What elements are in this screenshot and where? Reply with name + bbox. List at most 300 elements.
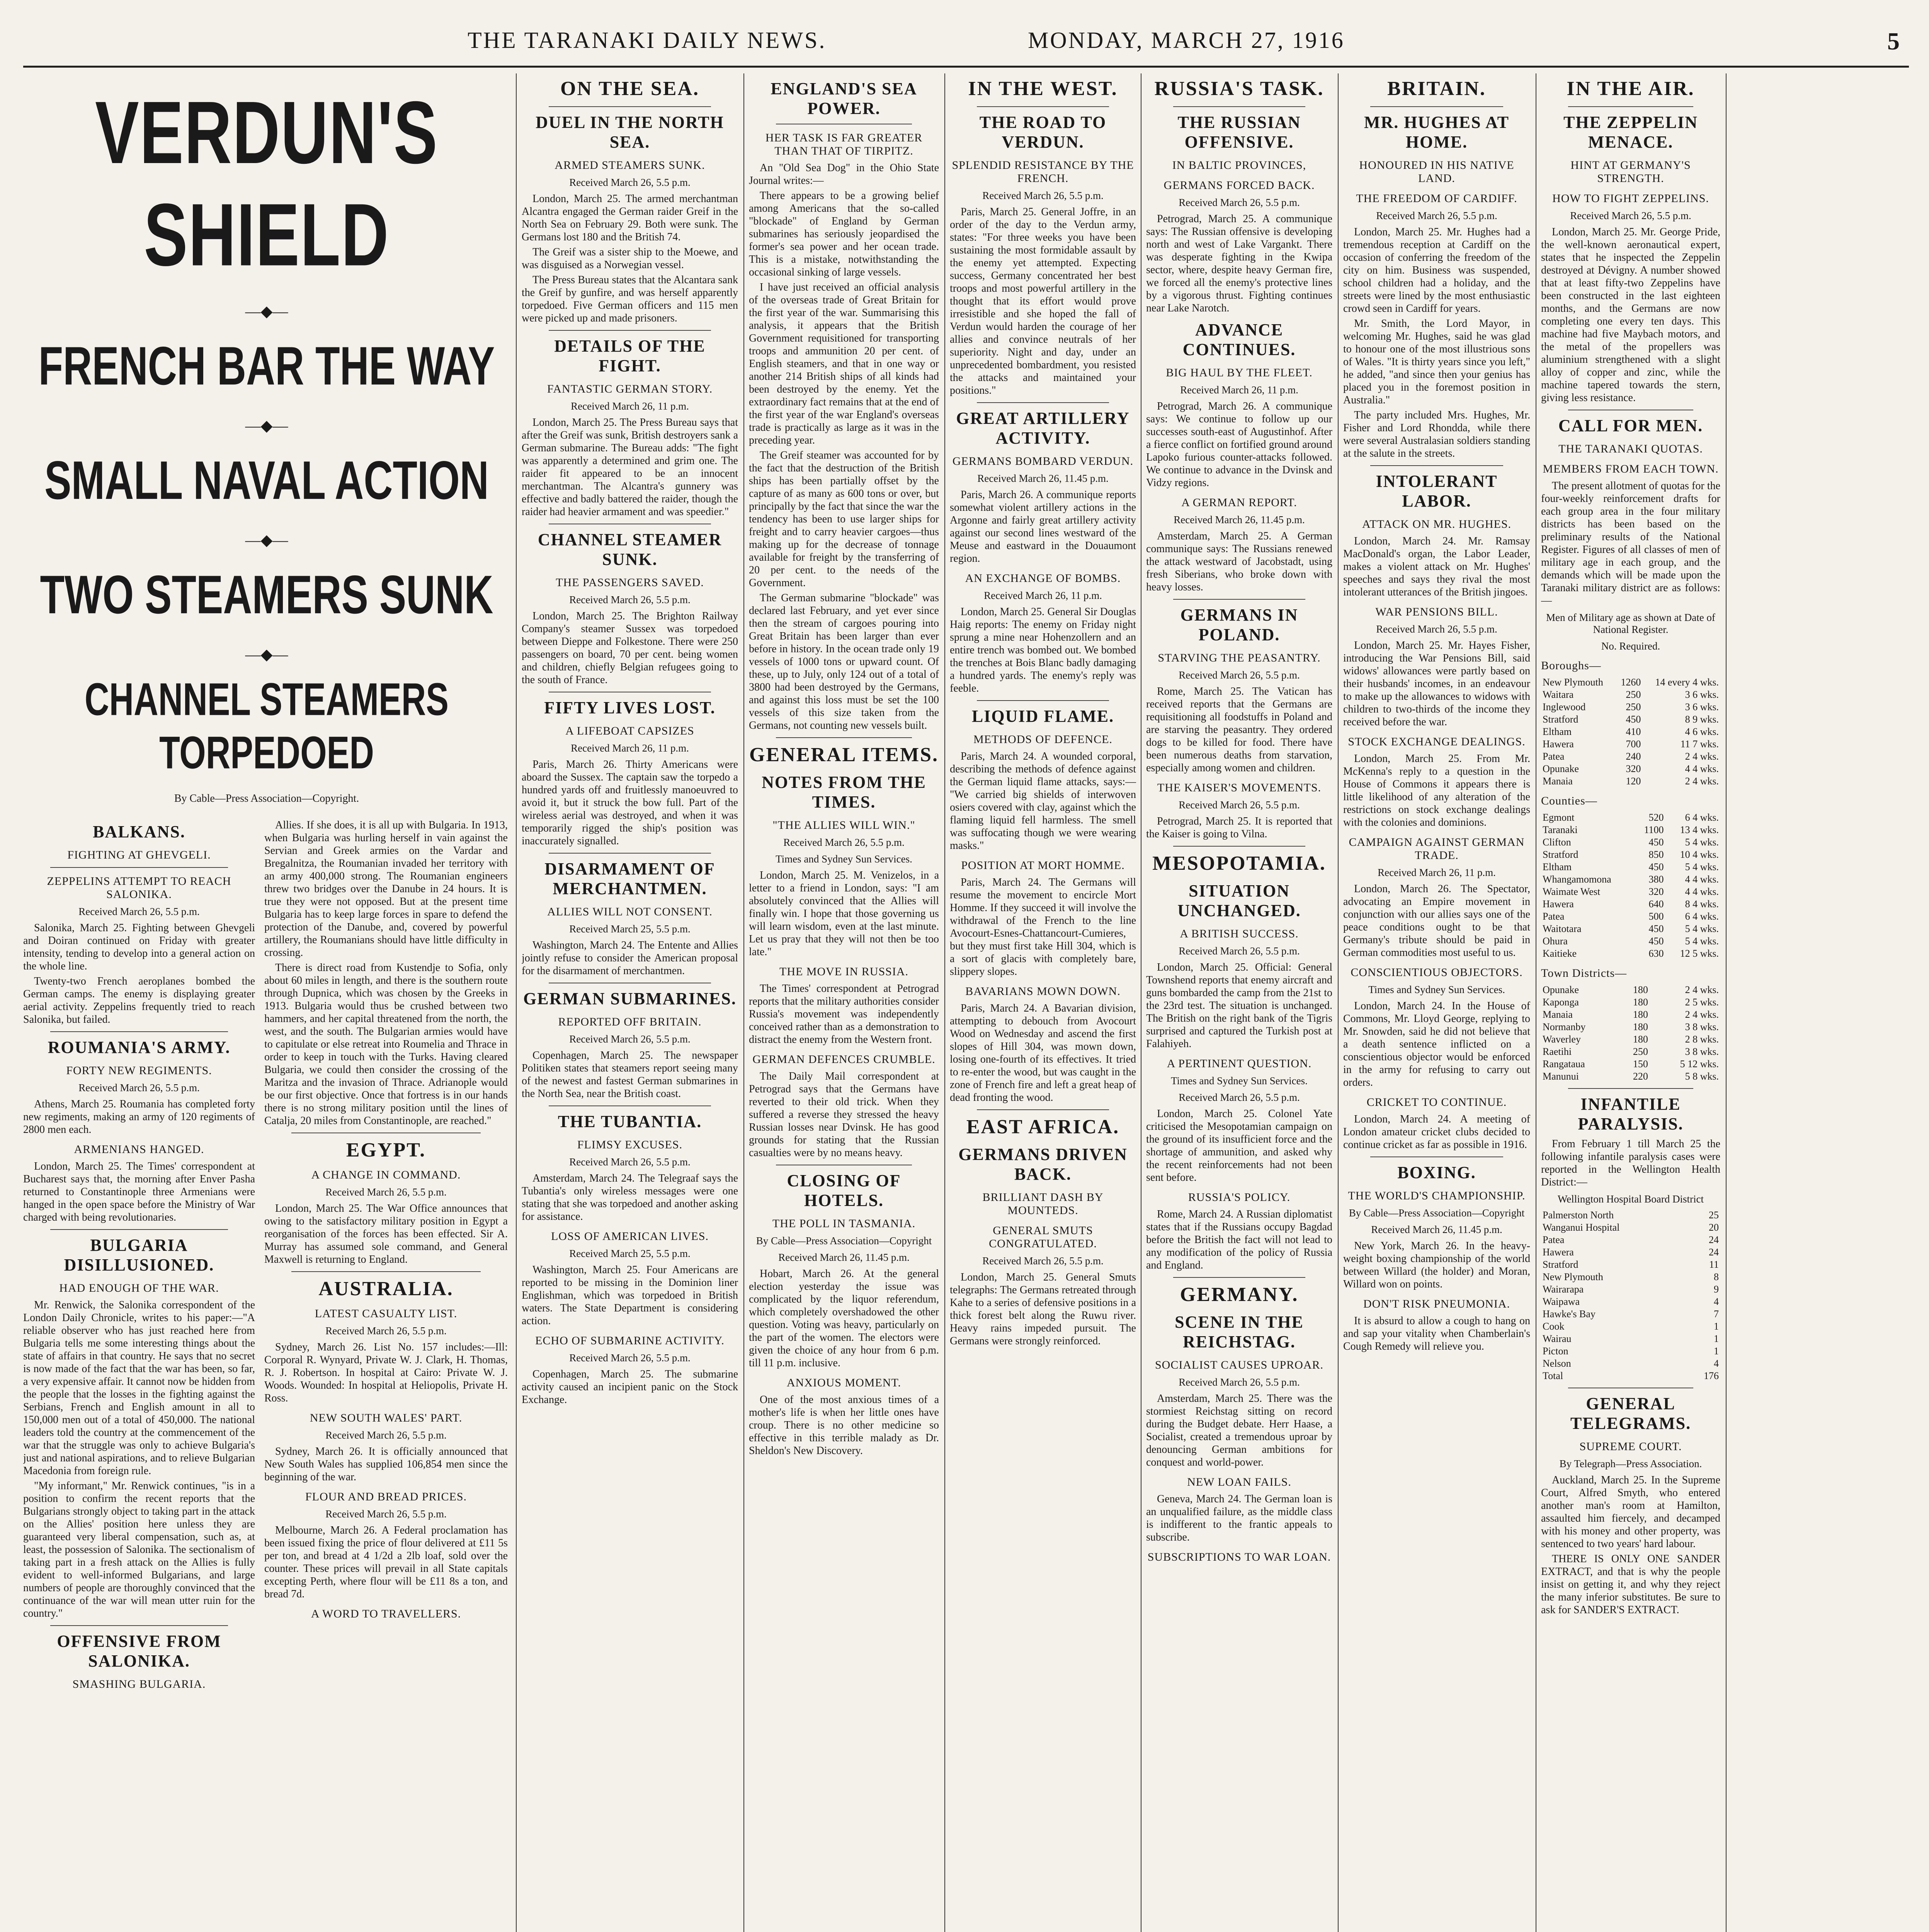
table-cell-name: Waverley: [1543, 1034, 1581, 1045]
dateline: Received March 26, 11.45 p.m.: [977, 473, 1109, 484]
article-headline: FORTY NEW REGIMENTS.: [66, 1064, 212, 1077]
article-body: Twenty-two French aeroplanes bombed the German camps. The enemy is displaying greater aerial activity. Zeppelins frequently tried to reach Salonika, but failed.: [23, 975, 255, 1026]
article-subheadline: THE KAISER'S MOVEMENTS.: [1157, 781, 1322, 794]
article-headline: ARMENIANS HANGED.: [74, 1143, 204, 1156]
article-subheadline: ATTACK ON MR. HUGHES.: [1362, 518, 1512, 531]
section-title: ON THE SEA.: [560, 78, 700, 100]
table-cell-name: Inglewood: [1543, 701, 1586, 713]
column-rule: [516, 73, 517, 1932]
article-subheadline: SUBSCRIPTIONS TO WAR LOAN.: [1147, 1551, 1331, 1563]
article-subheadline: THE MOVE IN RUSSIA.: [779, 965, 908, 978]
table-cell-name: Raetihi: [1543, 1046, 1572, 1057]
table-cell-name: Clifton: [1543, 837, 1571, 848]
divider: [50, 867, 228, 868]
article-headline: SMASHING BULGARIA.: [72, 1678, 206, 1690]
subheadline: SMALL NAVAL ACTION: [44, 450, 489, 511]
table-cell-men: 320: [1626, 763, 1641, 774]
britain-column: [1343, 73, 1530, 1932]
table-cell-name: Hawera: [1543, 1247, 1574, 1258]
table-cell-men: 240: [1626, 751, 1641, 762]
table-cell-men: 450: [1648, 837, 1664, 848]
table-row: [1541, 1333, 1720, 1345]
table-cell-n: 24: [1709, 1234, 1719, 1245]
article-headline: FIFTY LIVES LOST.: [544, 698, 716, 717]
table-row: [1541, 1370, 1720, 1382]
dateline: Received March 25, 5.5 p.m.: [569, 923, 691, 935]
table-row: [1541, 1246, 1720, 1259]
article-body: Paris, March 24. The Germans will resume the movement to encircle Mort Homme. If they succeed it will involve the withdrawal of the French to the line Avocourt-Esnes-Chattancourt-Cumieres, but they must first take Hill 304, which is a sort of glacis with completely bare, slippery slopes.: [950, 876, 1136, 978]
ornament: —◆—: [245, 417, 288, 434]
table-cell-name: Kaponga: [1543, 997, 1579, 1008]
article-subheadline: DON'T RISK PNEUMONIA.: [1363, 1298, 1511, 1310]
article-headline: CALL FOR MEN.: [1558, 416, 1703, 435]
table-cell-name: Hawke's Bay: [1543, 1308, 1596, 1320]
byline: By Cable—Press Association—Copyright: [1349, 1207, 1525, 1219]
section-title: MESOPOTAMIA.: [1152, 852, 1326, 874]
divider: [549, 106, 711, 107]
article-headline: SCENE IN THE REICHSTAG.: [1175, 1313, 1304, 1351]
table-row: [1541, 1308, 1720, 1320]
article-body: The Greif was a sister ship to the Moewe, and was disguised as a Norwegian vessel.: [522, 246, 738, 271]
subheadline: FRENCH BAR THE WAY: [38, 336, 495, 397]
table-row: [1541, 1357, 1720, 1370]
section-title: GENERAL ITEMS.: [749, 744, 939, 766]
table-cell-name: New Plymouth: [1543, 1271, 1603, 1282]
article-headline: GENERAL TELEGRAMS.: [1570, 1394, 1691, 1433]
table-cell-req: 12 5 wks.: [1680, 948, 1719, 959]
divider: [977, 700, 1109, 701]
section-heading: ROUMANIA'S ARMY.: [48, 1038, 231, 1057]
table-cell-name: Palmerston North: [1543, 1209, 1614, 1221]
table-cell-name: Manaia: [1543, 776, 1573, 787]
table-cell-req: 4 6 wks.: [1685, 726, 1719, 737]
table-cell-name: Kaitieke: [1543, 948, 1577, 959]
dateline: Received March 26, 5.5 p.m.: [569, 1352, 691, 1364]
article-body: London, March 25. M. Venizelos, in a letter to a friend in London, says: "I am absolutely convinced that the Allies will finally win. I hope that those governing us will learn wisdom, even at the last minute. Let us pray that they will not then be too late.": [749, 869, 939, 958]
article-headline: SITUATION UNCHANGED.: [1177, 881, 1301, 920]
table-row: [1541, 1345, 1720, 1357]
divider: [1370, 1156, 1503, 1157]
table-cell-name: Eltham: [1543, 726, 1572, 737]
section-title: BRITAIN.: [1387, 78, 1486, 100]
table-cell-name: Nelson: [1543, 1358, 1571, 1369]
ornament: —◆—: [245, 531, 288, 549]
article-headline: THE ROAD TO VERDUN.: [979, 113, 1107, 151]
table-cell-n: 1: [1714, 1345, 1719, 1357]
lead-subcolumn-left: [23, 816, 255, 1695]
table-row: [1541, 849, 1720, 861]
newspaper-title: THE TARANAKI DAILY NEWS.: [468, 27, 827, 53]
dateline: Received March 26, 5.5 p.m.: [325, 1429, 447, 1441]
table-cell-men: 250: [1633, 1046, 1648, 1057]
article-body: London, March 25. General Sir Douglas Haig reports: The enemy on Friday night sprung a mine near Hohenzollern and an entire trench was bombed out. We bombed the trenches at Bois Blanc badly damaging a hundred yards. The enemy's reply was feeble.: [950, 606, 1136, 694]
dateline: Received March 26, 5.5 p.m.: [325, 1186, 447, 1198]
table-cell-req: 10 4 wks.: [1680, 849, 1719, 860]
article-subheadline: ANXIOUS MOMENT.: [786, 1376, 902, 1389]
article-body: Copenhagen, March 25. The submarine activity caused an incipient panic on the Stock Exchange.: [522, 1368, 738, 1406]
article-subheadline: "THE ALLIES WILL WIN.": [772, 819, 915, 832]
article-body: The Greif steamer was accounted for by the fact that the destruction of the British ships has been partially offset by the capture of as many as 600 tons or over, but principally by the fact that since the war the tendency has been to use larger ships for freight and to carry heavier cargoes—thus making up for the decrease of tonnage available for freight by the transferring of 20 per cent. to the needs of the Government.: [749, 449, 939, 589]
table-cell-n: 25: [1709, 1209, 1719, 1221]
table-cell-name: Taranaki: [1543, 824, 1578, 835]
article-body: The Daily Mail correspondent at Petrograd says that the Germans have reverted to their old trick. When they suffered a reverse they stressed the heavy Russian losses near Dvinsk. He has good grounds for stating that the Russian casualties were by no means heavy.: [749, 1070, 939, 1159]
article-headline: BOXING.: [1397, 1163, 1476, 1182]
dateline: Received March 26, 5.5 p.m.: [1179, 669, 1300, 681]
article-body: The Times' correspondent at Petrograd reports that the military authorities consider Russia's movement was independently conceived rather than as a demonstration to distract the enemy from the Western front.: [749, 983, 939, 1046]
table-row: [1541, 750, 1720, 763]
on-the-sea-column: [522, 73, 738, 1932]
lead-subcolumn-right: [264, 816, 508, 1695]
table-cell-n: 1: [1714, 1321, 1719, 1332]
dateline: Received March 26, 11 p.m.: [571, 742, 689, 754]
article-body: "My informant," Mr. Renwick continues, "is in a position to confirm the recent reports that the Bulgarians strongly object to taking part in the attack on the Allies' position here unless they are guaranteed very liberal compensation, such as, at least, the possession of Salonika. The sectionalism of taking part in a fresh attack on the Allies is fully evident to well-informed Bulgarians, and large numbers of people are thoroughly convinced that the continuance of the war will mean utter ruin for the country.": [23, 1480, 255, 1619]
table-row: [1541, 935, 1720, 947]
table-cell-men: 410: [1626, 726, 1641, 737]
table-cell-name: Waitotara: [1543, 923, 1582, 934]
article-headline: LATEST CASUALTY LIST.: [315, 1307, 458, 1320]
table-cell-n: 20: [1709, 1222, 1719, 1233]
table-cell-name: Waimate West: [1543, 886, 1601, 897]
divider: [1568, 106, 1693, 107]
article-body: Washington, March 25. Four Americans are reported to be missing in the Dominion liner Englishman, which was torpedoed in British waters. The State Department is considering action.: [522, 1264, 738, 1327]
article-subheadline: WAR PENSIONS BILL.: [1375, 605, 1498, 618]
dateline: Received March 26, 5.5 p.m.: [1570, 210, 1691, 221]
table-row: [1541, 676, 1720, 689]
masthead: [23, 23, 1909, 68]
article-headline: GERMANS IN POLAND.: [1180, 605, 1298, 644]
lead-story-column: [23, 73, 510, 1932]
table-cell-name: Wanganui Hospital: [1543, 1222, 1620, 1233]
article-subheadline: MEMBERS FROM EACH TOWN.: [1543, 463, 1719, 475]
table-row: [1541, 1234, 1720, 1246]
article-body: Rome, March 24. A Russian diplomatist states that if the Russians occupy Bagdad before the British the fact will not lead to any modification of the policy of Russia and England.: [1146, 1208, 1332, 1271]
dateline: Received March 26, 5.5 p.m.: [1376, 623, 1497, 635]
quota-table-boroughs: [1541, 676, 1720, 787]
article-body: It is absurd to allow a cough to hang on and sap your vitality when Chamberlain's Cough Remedy will relieve you.: [1343, 1315, 1530, 1352]
table-caption: Wellington Hospital Board District: [1557, 1193, 1704, 1205]
table-row: [1541, 873, 1720, 886]
divider: [50, 1625, 228, 1626]
table-row: [1541, 910, 1720, 923]
table-cell-men: 630: [1648, 948, 1664, 959]
table-cell-req: 3 8 wks.: [1685, 1021, 1719, 1032]
table-row: [1541, 1033, 1720, 1046]
article-body: Geneva, March 24. The German loan is an unqualified failure, as the middle class is indifferent to the frantic appeals to subscribe.: [1146, 1493, 1332, 1543]
quota-table-counties: [1541, 811, 1720, 960]
table-cell-req: 8 4 wks.: [1685, 898, 1719, 910]
divider: [50, 1031, 228, 1032]
article-subheadline: HER TASK IS FAR GREATER THAN THAT OF TIRPITZ.: [765, 131, 923, 157]
sea-power-column: [749, 73, 939, 1932]
table-cell-req: 5 4 wks.: [1685, 935, 1719, 947]
table-group-label: Counties—: [1541, 794, 1597, 807]
article-subheadline: THE WORLD'S CHAMPIONSHIP.: [1348, 1189, 1526, 1202]
dateline: Received March 26, 5.5 p.m.: [569, 1156, 691, 1168]
dateline: Received March 26, 5.5 p.m.: [1179, 1092, 1300, 1103]
section-title: AUSTRALIA.: [318, 1278, 454, 1300]
table-cell-req: 4 4 wks.: [1685, 886, 1719, 897]
article-body: Petrograd, March 25. It is reported that the Kaiser is going to Vilna.: [1146, 815, 1332, 840]
table-cell-men: 520: [1648, 812, 1664, 823]
total-value: 176: [1704, 1370, 1719, 1381]
divider: [977, 106, 1109, 107]
ornament: —◆—: [245, 646, 288, 663]
table-cell-name: Whangamomona: [1543, 874, 1611, 885]
table-row: [1541, 775, 1720, 787]
table-row: [1541, 923, 1720, 935]
divider: [549, 1105, 711, 1106]
article-subheadline: CAMPAIGN AGAINST GERMAN TRADE.: [1349, 836, 1525, 862]
section-title: EGYPT.: [346, 1139, 426, 1161]
article-subheadline: CONSCIENTIOUS OBJECTORS.: [1351, 966, 1523, 979]
article-subheadline: HONOURED IN HIS NATIVE LAND.: [1359, 159, 1514, 185]
article-subheadline: FANTASTIC GERMAN STORY.: [547, 383, 713, 395]
table-cell-req: 6 4 wks.: [1685, 911, 1719, 922]
article-subheadline: BIG HAUL BY THE FLEET.: [1166, 366, 1313, 379]
table-cell-men: 640: [1648, 898, 1664, 910]
article-body: London, March 25. The Press Bureau says that after the Greif was sunk, British destroyers sank a German submarine. The Bureau adds: "The fight was apparently a determined and grim one. The raider fit appeared to be an innocent merchantman. The Alcantra's gunnery was effective and badly battered the raider, though the raider had heavier armament and was speedier.": [522, 417, 738, 518]
article-body: Amsterdam, March 25. A German communique says: The Russians renewed the attack westward of Jacobstadt, using fresh Siberians, who broke down with heavy losses.: [1146, 530, 1332, 593]
article-subheadline: THE TARANAKI QUOTAS.: [1558, 442, 1703, 455]
dateline: Received March 26, 5.5 p.m.: [325, 1325, 447, 1337]
article-body: London, March 25. The armed merchantman Alcantra engaged the German raider Greif in the North Sea on February 29. Both were sunk. The Germans lost 180 and the British 74.: [522, 193, 738, 243]
article-headline: GERMANS DRIVEN BACK.: [958, 1145, 1128, 1184]
dateline: Received March 26, 11 p.m.: [1378, 867, 1496, 878]
table-cell-req: 2 4 wks.: [1685, 751, 1719, 762]
article-body: Mr. Renwick, the Salonika correspondent of the London Daily Chronicle, writes to his paper:—"A reliable observer who has just reached here from Bulgaria tells me some interesting things about the state of affairs in that country. He says that no secret is now made of the fact that the war has been, so far, a very expensive affair. It cannot now be hidden from the people that the losses in the fighting against the Serbians, French and English amount in all to 150,000 men out of a total of 450,000. The national leaders told the country at the commencement of the war that the struggle was only to achieve Bulgaria's just and national aspirations, and to relieve Bulgarian Macedonia from foreign rule.: [23, 1299, 255, 1477]
table-cell-men: 180: [1633, 1009, 1648, 1020]
divider: [977, 1109, 1109, 1110]
article-body: Rome, March 25. The Vatican has received reports that the Germans are requisitioning all foodstuffs in Poland and are starving the peasantry. They ordered dogs to be killed for food. There have been numerous deaths from starvation, especially among women and children.: [1146, 685, 1332, 774]
article-body: London, March 25. The War Office announces that owing to the satisfactory military position in Egypt a reorganisation of the forces has been effected. Sir A. Murray has assumed sole command, and General Maxwell is returning to England.: [264, 1202, 508, 1265]
table-cell-req: 3 6 wks.: [1685, 701, 1719, 713]
table-cell-men: 1260: [1621, 677, 1641, 688]
table-cell-men: 450: [1648, 935, 1664, 947]
article-body: There is direct road from Kustendje to Sofia, only about 60 miles in length, and there is the southern route through Dupnica, which was chosen by the Greeks in 1913. Bulgaria would thus be crushed between two hammers, and her capital threatened from the north, the west, and the south. The Bulgarian armies would have to capitulate or else retreat into Roumelia and Thrace in order to keep in touch with the Turks. Having cleared Bulgaria, we could then consider the crossing of the Maritza and the invasion of Thrace. Adrianople would be our first objective. Once that fortress is in our hands there is no strong military position until the lines of Catalja, 20 miles from Constantinople, are reached.": [264, 962, 508, 1127]
table-row: [1541, 763, 1720, 775]
table-cell-men: 450: [1626, 714, 1641, 725]
byline: By Cable—Press Association—Copyright: [756, 1235, 932, 1247]
article-subheadline: THE PASSENGERS SAVED.: [556, 576, 704, 589]
table-cell-name: Waipawa: [1543, 1296, 1580, 1307]
article-body: Paris, March 24. A Bavarian division, attempting to debouch from Avocourt Wood on Wednesday and ascend the first slopes of Hill 304, was mown down, losing one-fourth of its effectives. It tried to re-enter the wood, but was caught in the zone of French fire and left a great heap of dead fronting the wood.: [950, 1002, 1136, 1104]
article-body: Paris, March 26. Thirty Americans were aboard the Sussex. The captain saw the torpedo a hundred yards off and fruitlessly manoeuvred to avoid it, but it struck the bow full. Part of the wireless aerial was destroyed, and when it was temporarily rigged the ship's position was inaccurately signalled.: [522, 759, 738, 847]
in-the-air-column: [1541, 73, 1720, 1932]
article-headline: CLOSING OF HOTELS.: [787, 1171, 901, 1210]
section-heading: BULGARIA DISILLUSIONED.: [64, 1236, 214, 1274]
total-label: Total: [1543, 1370, 1563, 1381]
dateline: Received March 26, 5.5 p.m.: [1376, 210, 1497, 221]
divider: [549, 330, 711, 331]
table-cell-name: Stratford: [1543, 1259, 1579, 1270]
article-headline: A WORD TO TRAVELLERS.: [311, 1607, 461, 1620]
dateline: Received March 26, 5.5 p.m.: [982, 190, 1104, 201]
table-row: [1541, 898, 1720, 910]
article-subheadline: SUPREME COURT.: [1579, 1440, 1682, 1453]
table-cell-req: 5 4 wks.: [1685, 837, 1719, 848]
article-body: Amsterdam, March 24. The Telegraaf says the Tubantia's only wireless messages were one stating that she was torpedoed and another asking for assistance.: [522, 1172, 738, 1223]
article-headline: INFANTILE PARALYSIS.: [1578, 1095, 1684, 1133]
table-cell-men: 380: [1648, 874, 1664, 885]
section-title: RUSSIA'S TASK.: [1154, 78, 1324, 100]
article-subheadline: LOSS OF AMERICAN LIVES.: [551, 1230, 709, 1243]
table-cell-name: Hawera: [1543, 738, 1574, 750]
table-cell-men: 180: [1633, 1034, 1648, 1045]
table-cell-men: 120: [1626, 776, 1641, 787]
table-row: [1541, 886, 1720, 898]
table-cell-n: 11: [1709, 1259, 1719, 1270]
lead-subcolumns: [23, 816, 510, 1695]
article-headline: A CHANGE IN COMMAND.: [311, 1168, 461, 1181]
article-subheadline: IN BALTIC PROVINCES,: [1172, 159, 1306, 172]
divider: [1370, 465, 1503, 466]
article-headline: INTOLERANT LABOR.: [1376, 472, 1498, 510]
issue-date: MONDAY, MARCH 27, 1916: [1028, 27, 1345, 53]
article-body: One of the most anxious times of a mother's life is when her little ones have croup. There is no other medicine so effective in this terrible malady as Dr. Sheldon's New Discovery.: [749, 1394, 939, 1457]
column-rule: [1338, 73, 1339, 1932]
table-cell-men: 450: [1648, 861, 1664, 872]
in-the-west-column: [950, 73, 1136, 1932]
article-body: From February 1 till March 25 the following infantile paralysis cases were reported in the Wellington Health District:—: [1541, 1138, 1720, 1188]
article-subheadline: GERMANS FORCED BACK.: [1164, 179, 1315, 192]
table-cell-req: 2 4 wks.: [1685, 776, 1719, 787]
table-cell-men: 450: [1648, 923, 1664, 934]
article-body: Hobart, March 26. At the general election yesterday the issue was complicated by the liquor referendum, which completely overshadowed the other question. Voting was heavy, particularly on the part of the women. The electors were given the choice of any hour from 6 p.m. till 11 p.m. inclusive.: [749, 1268, 939, 1369]
article-headline: FLOUR AND BREAD PRICES.: [305, 1490, 467, 1503]
dateline: Received March 26, 5.5 p.m.: [1179, 197, 1300, 208]
table-cell-name: Normanby: [1543, 1021, 1586, 1032]
table-row: [1541, 701, 1720, 713]
article-body: London, March 25. From Mr. McKenna's reply to a question in the House of Commons it appears there is little likelihood of any alteration of the restrictions on stock exchange dealings with the colonies and dominions.: [1343, 753, 1530, 828]
table-cell-req: 3 6 wks.: [1685, 689, 1719, 700]
table-row: [1541, 1046, 1720, 1058]
article-body: London, March 25. Mr. Hughes had a tremendous reception at Cardiff on the occasion of conferring the freedom of the city on him. Business was suspended, school children had a holiday, and the streets were lined by the most enthusiastic crowd seen in Cardiff for years.: [1343, 226, 1530, 315]
table-group-label: Town Districts—: [1541, 967, 1627, 980]
article-body: London, March 25. Colonel Yate criticised the Mesopotamian campaign on the ground of its insufficient force and the shortage of ammunition, and asked why the recent reinforcements had not been sent before.: [1146, 1108, 1332, 1184]
dateline: Received March 26, 5.5 p.m.: [569, 594, 691, 605]
article-body: I have just received an official analysis of the overseas trade of Great Britain for the first year of the war. Summarising this analysis, it appears that the British Government requisitioned for transporting troops and ammunition 20 per cent. of English steamers, and that in one way or another 214 British ships of all kinds had been destroyed by the enemy. Yet the extraordinary fact remains that at the end of the first year of the war England's overseas trade is practically as large as it was in the preceding year.: [749, 281, 939, 446]
article-body: London, March 24. A meeting of London amateur cricket clubs decided to continue cricket as far as possible in 1916.: [1343, 1113, 1530, 1151]
article-body: Auckland, March 25. In the Supreme Court, Alfred Smyth, who entered another man's room at Hamilton, assaulted him fiercely, and decamped with his money and other property, was sentenced to two years' hard labour.: [1541, 1474, 1720, 1550]
article-body: London, March 25. The Times' correspondent at Bucharest says that, the morning after Enver Pasha returned to Constantinople three Armenians were hanged in the open space before the Ministry of War charged with being revolutionaries.: [23, 1160, 255, 1223]
table-cell-name: Stratford: [1543, 714, 1579, 725]
column-rule: [1726, 73, 1727, 1932]
dateline: Received March 26, 11.45 p.m.: [1371, 1224, 1502, 1235]
table-cell-name: Wairau: [1543, 1333, 1572, 1344]
article-body: The present allotment of quotas for the four-weekly reinforcement drafts for each group area in the four military districts has been based on the preliminary results of the National Register. Figures of all classes of men of military age in each group, and the demands which will be made upon the Taranaki military district are as follows:—: [1541, 480, 1720, 607]
article-body: London, March 26. The Spectator, advocating an Empire movement in conjunction with our allies says one of the peace conditions ought to be that Germany's tribute should be paid in German commodities most useful to us.: [1343, 883, 1530, 959]
article-body: Melbourne, March 26. A Federal proclamation has been issued fixing the price of flour delivered at £11 5s per ton, and bread at 4 1/2d a 2lb loaf, sold over the counter. These prices will prevail in all State capitals excepting Perth, where flour will be £11 8s a ton, and bread 7d.: [264, 1524, 508, 1600]
table-row: [1541, 1271, 1720, 1283]
table-row: [1541, 984, 1720, 996]
article-subheadline: HOW TO FIGHT ZEPPELINS.: [1552, 192, 1709, 205]
section-title: GERMANY.: [1180, 1284, 1299, 1306]
advertisement: THERE IS ONLY ONE SANDER EXTRACT, and that is why the people insist on getting it, and why they reject the many inferior substitutes. Be sure to ask for SANDER'S EXTRACT.: [1541, 1553, 1720, 1616]
page-number: 5: [1887, 27, 1901, 55]
article-body: Paris, March 25. General Joffre, in an order of the day to the Verdun army, states: "For three weeks you have been sustaining the most formidable assault by the enemy yet attempted. Expecting success, Germany concentrated her best troops and most powerful artillery in the thought that its effort would prove irresistible and she hoped the fall of Verdun would harden the courage of her allies and convince neutrals of her superiority. Night and day, under an unprecedented bombardment, you resisted the attacks and maintained your positions.": [950, 206, 1136, 396]
table-row: [1541, 947, 1720, 960]
article-subheadline: NEW LOAN FAILS.: [1187, 1476, 1291, 1488]
table-cell-name: Stratford: [1543, 849, 1579, 860]
table-cell-name: Eltham: [1543, 861, 1572, 872]
dateline: Received March 26, 5.5 p.m.: [569, 177, 691, 188]
article-headline: FIGHTING AT GHEVGELI.: [67, 849, 211, 861]
table-row: [1541, 861, 1720, 873]
article-headline: DUEL IN THE NORTH SEA.: [536, 113, 724, 151]
table-row: [1541, 1221, 1720, 1234]
article-body: Sydney, March 26. List No. 157 includes:—Ill: Corporal R. Wynyard, Private W. J. Clark, H. Thomas, R. J. Robertson. In hospital at Cairo: Private W. J. Woods. Wounded: In hospital at Heliopolis, Private H. Ross.: [264, 1341, 508, 1404]
table-cell-men: 180: [1633, 997, 1648, 1008]
table-row: [1541, 726, 1720, 738]
article-subheadline: ALLIES WILL NOT CONSENT.: [547, 905, 713, 918]
article-headline: ADVANCE CONTINUES.: [1182, 320, 1296, 359]
column-rule: [743, 73, 744, 1932]
table-cell-req: 14 every 4 wks.: [1655, 677, 1719, 688]
article-headline: CHANNEL STEAMER SUNK.: [538, 530, 722, 569]
dateline: Received March 26, 5.5 p.m.: [325, 1508, 447, 1520]
table-cell-req: 5 4 wks.: [1685, 923, 1719, 934]
table-row: [1541, 1296, 1720, 1308]
table-cell-name: Opunake: [1543, 984, 1579, 995]
table-cell-name: Patea: [1543, 751, 1565, 762]
table-cell-name: Opunake: [1543, 763, 1579, 774]
table-cell-req: 2 8 wks.: [1685, 1034, 1719, 1045]
dateline: Received March 26, 5.5 p.m.: [78, 1082, 200, 1094]
table-row: [1541, 1009, 1720, 1021]
article-subheadline: SOCIALIST CAUSES UPROAR.: [1155, 1359, 1324, 1371]
article-subheadline: METHODS OF DEFENCE.: [973, 733, 1112, 746]
dateline: Received March 26, 5.5 p.m.: [569, 1033, 691, 1045]
table-cell-req: 6 4 wks.: [1685, 812, 1719, 823]
article-body: Petrograd, March 26. A communique says: We continue to follow up our successes south-east of Augustinhof. After a fierce conflict on fortified ground around Lapoko furious counter-attacks followed. We continue to advance in the Dvinsk and Vidzy regions.: [1146, 400, 1332, 489]
table-cell-name: Rangataua: [1543, 1058, 1585, 1070]
article-body: London, March 25. Official: General Townshend reports that enemy aircraft and guns bombarded the camp from the 21st to the 23rd test. The situation is unchanged. The British on the right bank of the Tigris surprised and captured the Turkish post at Falahiyeh.: [1146, 961, 1332, 1050]
subheadline: TWO STEAMERS SUNK: [40, 565, 493, 626]
article-subheadline: SPLENDID RESISTANCE BY THE FRENCH.: [952, 159, 1134, 185]
table-row: [1541, 824, 1720, 836]
table-row: [1541, 1259, 1720, 1271]
table-cell-men: 150: [1633, 1058, 1648, 1070]
article-headline: ZEPPELINS ATTEMPT TO REACH SALONIKA.: [47, 875, 231, 901]
article-body: Washington, March 24. The Entente and Allies jointly refuse to consider the American proposal for the disarmament of merchantmen.: [522, 939, 738, 977]
article-subheadline: BRILLIANT DASH BY MOUNTEDS.: [982, 1191, 1104, 1217]
table-row: [1541, 689, 1720, 701]
article-body: Paris, March 24. A wounded corporal, describing the methods of defence against the German liquid flame attacks, says:— "We carried big shields of interwoven osiers covered with clay, against which the flaming liquid fell harmless. The smell was suffocating though we were wearing masks.": [950, 750, 1136, 852]
article-body: Copenhagen, March 25. The newspaper Politiken states that steamers report seeing many of the newest and fastest German submarines in the North Sea, near the British coast.: [522, 1049, 738, 1100]
news-service: Times and Sydney Sun Services.: [1171, 1075, 1308, 1087]
table-caption: Men of Military age as shown at Date of National Register.: [1546, 612, 1715, 635]
dateline: Received March 26, 11 p.m.: [984, 590, 1102, 601]
article-headline: GREAT ARTILLERY ACTIVITY.: [956, 409, 1130, 447]
section-heading: OFFENSIVE FROM SALONIKA.: [57, 1632, 221, 1670]
table-cell-req: 2 5 wks.: [1685, 997, 1719, 1008]
article-subheadline: ECHO OF SUBMARINE ACTIVITY.: [535, 1334, 725, 1347]
paralysis-total: [1541, 1370, 1720, 1382]
table-row: [1541, 1021, 1720, 1033]
news-service: Times and Sydney Sun Services.: [1368, 984, 1505, 995]
table-cell-name: Ohura: [1543, 935, 1568, 947]
table-cell-men: 180: [1633, 1021, 1648, 1032]
news-service: Times and Sydney Sun Services.: [776, 853, 912, 865]
article-body: Salonika, March 25. Fighting between Ghevgeli and Doiran continued on Friday with greater intensity, tending to develop into a general action on the whole line.: [23, 922, 255, 972]
article-headline: MR. HUGHES AT HOME.: [1364, 113, 1509, 151]
table-cell-name: New Plymouth: [1543, 677, 1603, 688]
column-rule: [944, 73, 945, 1932]
table-cell-name: Manunui: [1543, 1071, 1579, 1082]
divider: [1173, 599, 1305, 600]
table-cell-req: 13 4 wks.: [1680, 824, 1719, 835]
article-subheadline: POSITION AT MORT HOMME.: [961, 859, 1125, 872]
